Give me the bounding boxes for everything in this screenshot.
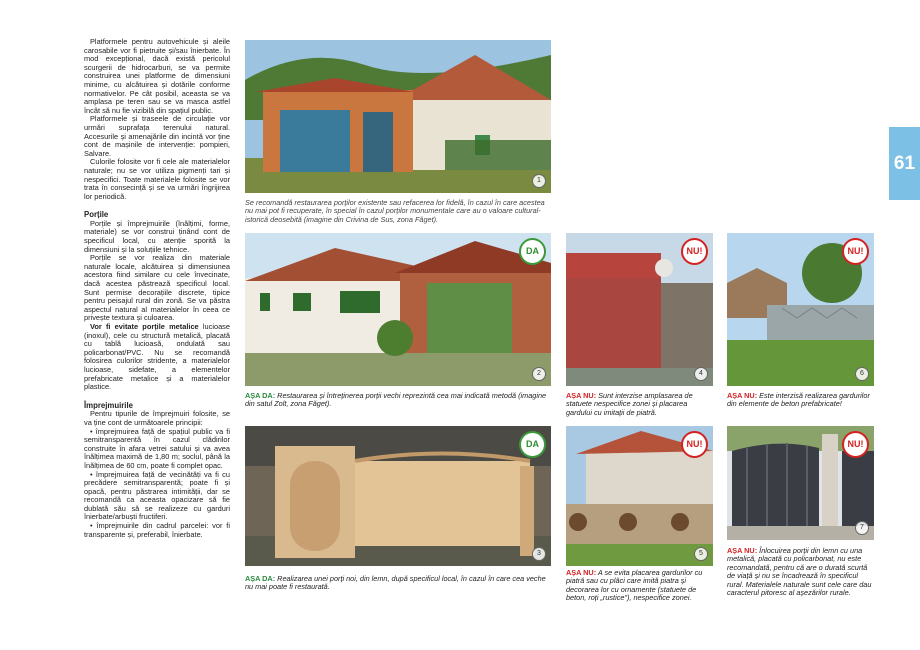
page-number: 61 <box>889 127 920 200</box>
photo-number: 5 <box>694 547 708 561</box>
badge-nu: NU! <box>681 238 708 265</box>
badge-nu: NU! <box>681 431 708 458</box>
section-heading-imprejmuiri: Împrejmuirile <box>84 400 133 410</box>
paragraph: Platformele pentru autovehicule și aleile carosabile vor fi pietruite și/sau înierbate. În mod excepțional, dacă există pericolul scurgerii de hidrocarburi, se va permite construirea unei platforme de dimensiuni minime, cu alcătuirea și dotările conforme normativelor. Pe cât posibil, aceasta se va amplasa pe teren sau se va masca astfel încât să nu fie vizibilă din spațiul public. <box>84 37 230 115</box>
caption-photo-7: AȘA NU: Înlocuirea porții din lemn cu una metalică, placată cu policarbonat, nu este recomandată, pentru că are o durată scurtă de viață și nu se încadrează în specificul rural. Materialele naturale sunt cele care dau caracterul pitoresc al așezărilor rurale. <box>727 546 872 598</box>
bullet-item: • împrejmuirea față de spațiul public va fi semitransparentă în cazul clădirilor construite în afara vetrei satului și va avea înălțimea maximă de 1,80 m; soclul, până la înălțimea de 60 cm, poate fi complet opac. <box>84 426 230 470</box>
caption-photo-5: AȘA NU: A se evita placarea gardurilor cu piatră sau cu plăci care imită piatra și decorarea lor cu ornamente (statuete de beton, roți „rustice"), nespecifice zonei. <box>566 568 703 603</box>
photo-number: 6 <box>855 367 869 381</box>
photo-6 <box>727 233 874 386</box>
caption-photo-1: Se recomandă restaurarea porților existente sau refacerea lor fidelă, în cazul în care acestea nu mai pot fi recuperate, în special în cazul porților monumentale care au o valoare cultural-istorică deosebită (imagine din Crivina de Sus, zona Făget). <box>245 198 545 224</box>
badge-da: DA <box>519 431 546 458</box>
body-text-column <box>84 38 230 539</box>
photo-5 <box>566 426 713 566</box>
photo-number: 7 <box>855 521 869 535</box>
paragraph: Porțile se vor realiza din materiale naturale locale, alcătuirea și dimensiunea acestora fiind similare cu cele învecinate, dacă acestea păstrează specificul local. Sunt permise decorațiile discrete, tipice pentru peisajul rural din zonă. Se va păstra aspectul natural al materialelor în ceea ce privește textura și culoarea. <box>84 253 230 323</box>
paragraph: Culorile folosite vor fi cele ale materialelor naturale; nu se vor utiliza pigmenți tari și nespecifici. Toate materialele folosite se vor trata în consecință și se va urmări îngrijirea lor periodică. <box>84 157 230 201</box>
caption-photo-3: AȘA DA: Realizarea unei porți noi, din lemn, după specificul local, în cazul în care cea veche nu mai poate fi restaurată. <box>245 574 546 592</box>
photo-number: 1 <box>532 174 546 188</box>
paragraph: Pentru tipurile de împrejmuiri folosite, se va ține cont de următoarele principii: <box>84 409 230 427</box>
caption-photo-6: AȘA NU: Este interzisă realizarea gardurilor din elemente de beton prefabricate! <box>727 391 870 409</box>
bullet-item: • împrejmuirile din cadrul parcelei: vor fi transparente și, preferabil, înierbate. <box>84 521 230 539</box>
warning-text: lucioase (inoxul), cele cu structură metalică, placată cu tablă lucioasă, ondulată sau policarbonat/PVC. Nu se recomandă folosirea culorilor stridente, a materialelor lucioase, sidefate, a elementelor prefabricate metalice și a materialelor plastice. <box>84 322 230 392</box>
badge-nu: NU! <box>842 431 869 458</box>
caption-photo-2: AȘA DA: Restaurarea și întreținerea porții vechi reprezintă cea mai indicată metodă (imagine din satul Zolt, zona Făget). <box>245 391 547 409</box>
photo-1 <box>245 40 551 193</box>
badge-nu: NU! <box>842 238 869 265</box>
paragraph: Porțile și împrejmuirile (înălțimi, forme, materiale) se vor construi ținând cont de specificul local, cu atenție sporită la dimensiuni și la soluțiile tehnice. <box>84 218 230 254</box>
paragraph: Platformele și traseele de circulație vor urmări suprafața terenului natural. Accesurile și amenajările din incintă vor ține cont de mașinile de intervenție: pompieri, Salvare. <box>84 114 230 158</box>
photo-2 <box>245 233 551 386</box>
photo-4 <box>566 233 713 386</box>
paragraph-warning <box>84 323 230 392</box>
photo-3 <box>245 426 551 566</box>
photo-number: 4 <box>694 367 708 381</box>
badge-da: DA <box>519 238 546 265</box>
section-heading-portile: Porțile <box>84 210 109 220</box>
photo-number: 2 <box>532 367 546 381</box>
photo-7 <box>727 426 874 540</box>
caption-photo-4: AȘA NU: Sunt interzise amplasarea de statuete nespecifice zonei și placarea gardului cu imitații de piatră. <box>566 391 693 417</box>
photo-1-illustration <box>245 40 551 193</box>
bullet-item: • împrejmuirea față de vecinătăți va fi cu precădere semitransparentă; poate fi și opacă, pentru păstrarea intimității, dar se recomandă ca aceasta opacizare să fie dublată său să se realizeze cu garduri înierbate/arbuști fructiferi. <box>84 469 230 522</box>
warning-title: Vor fi evitate porțile metalice <box>90 322 199 331</box>
photo-number: 3 <box>532 547 546 561</box>
